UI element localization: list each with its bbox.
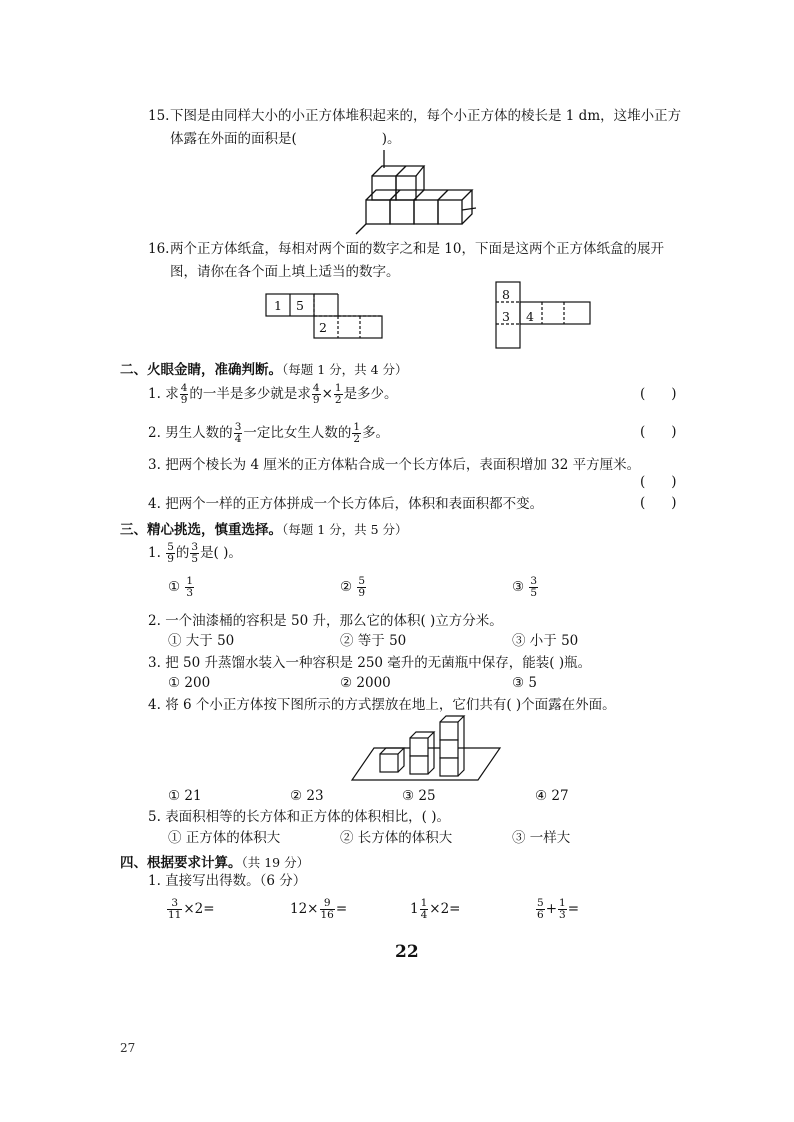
q16-net1-label-a: 1 xyxy=(274,298,282,313)
calc-expression-4 xyxy=(535,898,579,921)
sec3-q1-end: 是( )。 xyxy=(200,545,242,561)
fraction xyxy=(234,422,243,445)
fraction xyxy=(312,383,321,406)
sec3-q2-text: 一个油漆桶的容积是 50 升，那么它的体积( )立方分米。 xyxy=(165,613,503,629)
answer-paren[interactable]: () xyxy=(640,386,703,402)
sec3-q2-option-a[interactable]: ① 大于 50 xyxy=(168,633,235,649)
denominator: 9 xyxy=(180,394,188,406)
sec3-q3-option-b[interactable]: ② 2000 xyxy=(340,675,391,691)
denominator: 4 xyxy=(234,433,242,445)
sec3-q4-option-a[interactable]: ① 21 xyxy=(168,788,202,804)
sec2-item2-text-a: 男生人数的 xyxy=(165,425,233,441)
sec2-item1 xyxy=(148,383,398,406)
denominator: 9 xyxy=(312,394,320,406)
expr-head: 1 xyxy=(410,901,419,917)
expr-tail: ×2= xyxy=(429,901,461,917)
fraction xyxy=(320,898,335,921)
q15-line2-text: 体露在外面的面积是( xyxy=(170,131,297,147)
section3-note: （每题 1 分，共 5 分） xyxy=(282,522,408,537)
fraction xyxy=(180,383,189,406)
sec3-q4-option-b[interactable]: ② 23 xyxy=(290,788,324,804)
section2-note: （每题 1 分，共 4 分） xyxy=(282,362,408,377)
fraction xyxy=(352,422,361,445)
fraction xyxy=(536,898,545,921)
denominator: 16 xyxy=(320,909,334,921)
fraction xyxy=(167,898,182,921)
numerator: 1 xyxy=(353,421,361,433)
sec2-item2 xyxy=(148,422,389,445)
sec2-item4-text: 把两个一样的正方体拼成一个长方体后，体积和表面积都不变。 xyxy=(165,496,544,512)
q15-number: 15. xyxy=(148,108,170,124)
sec3-q5-option-a[interactable]: ① 正方体的体积大 xyxy=(168,830,281,846)
numerator: 5 xyxy=(167,541,174,553)
sec3-q2-option-c[interactable]: ③ 小于 50 xyxy=(512,633,579,649)
footer-number: 27 xyxy=(120,1041,136,1055)
denominator: 5 xyxy=(530,587,538,599)
sec2-item3-text: 把两个棱长为 4 厘米的正方体粘合成一个长方体后，表面积增加 32 平方厘米。 xyxy=(165,457,641,473)
q16-net2-label-a: 8 xyxy=(502,287,510,302)
fraction xyxy=(558,898,567,921)
denominator: 3 xyxy=(559,909,566,921)
sec3-q4-cube-figure xyxy=(352,718,502,784)
section4-note: （共 19 分） xyxy=(241,855,310,870)
denominator: 2 xyxy=(334,394,342,406)
fraction xyxy=(190,542,199,565)
sec3-q5-option-b[interactable]: ② 长方体的体积大 xyxy=(340,830,453,846)
numerator: 3 xyxy=(167,898,182,910)
sec2-item2-text-c: 多。 xyxy=(362,425,390,441)
expr-head: 12× xyxy=(290,901,319,917)
fraction xyxy=(185,576,194,599)
sec3-q3-option-a[interactable]: ① 200 xyxy=(168,675,211,691)
numerator: 5 xyxy=(537,897,544,909)
answer-paren[interactable]: () xyxy=(640,424,703,440)
sec2-item1-text-b: 的一半是多少就是求 xyxy=(189,386,311,402)
numerator: 5 xyxy=(358,575,366,587)
denominator: 5 xyxy=(191,553,199,565)
sec3-q1-option-a[interactable] xyxy=(168,576,195,599)
sec2-item4-num: 4. xyxy=(148,496,161,512)
fraction xyxy=(334,383,343,406)
sec3-q2-option-b[interactable]: ② 等于 50 xyxy=(340,633,407,649)
numerator: 3 xyxy=(191,541,199,553)
section2-title xyxy=(120,358,408,378)
numerator: 3 xyxy=(234,421,242,433)
fraction xyxy=(166,542,175,565)
section2-heading: 二、火眼金睛，准确判断。 xyxy=(120,362,282,378)
sec3-q2-num: 2. xyxy=(148,613,161,629)
denominator: 9 xyxy=(167,553,174,565)
numerator: 4 xyxy=(312,382,320,394)
option-mark: ③ xyxy=(512,579,525,595)
expr-tail: = xyxy=(335,901,348,917)
sec4-subheading: 1. 直接写出得数。（6 分） xyxy=(148,873,307,889)
calc-expression-1 xyxy=(166,898,215,921)
section4-heading: 四、根据要求计算。 xyxy=(120,855,242,871)
sec2-item1-num: 1. xyxy=(148,386,161,402)
sec2-item1-text-d: 是多少。 xyxy=(343,386,398,402)
denominator: 9 xyxy=(358,587,366,599)
sec3-q1-option-c[interactable] xyxy=(512,576,539,599)
sec3-q4-text: 将 6 个小正方体按下图所示的方式摆放在地上，它们共有( )个面露在外面。 xyxy=(165,697,616,713)
q16-line2: 图，请你在各个面上填上适当的数字。 xyxy=(170,264,400,280)
fraction xyxy=(420,898,429,921)
sec2-item4 xyxy=(148,495,543,513)
numerator: 1 xyxy=(186,575,194,587)
sec3-q5-num: 5. xyxy=(148,809,161,825)
q15-line1: 下图是由同样大小的小正方体堆积起来的，每个小正方体的棱长是 1 dm，这堆小正方 xyxy=(170,108,682,124)
sec2-item2-num: 2. xyxy=(148,425,161,441)
numerator: 4 xyxy=(180,382,188,394)
plus-sign: + xyxy=(545,901,557,917)
sec3-q2 xyxy=(148,612,503,630)
sec3-q3-option-c[interactable]: ③ 5 xyxy=(512,675,537,691)
denominator: 6 xyxy=(537,909,544,921)
q15-line2 xyxy=(170,130,401,148)
sec3-q1 xyxy=(148,542,242,565)
sec3-q3 xyxy=(148,654,591,672)
denominator: 3 xyxy=(186,587,194,599)
denominator: 4 xyxy=(420,909,428,921)
fraction xyxy=(357,576,366,599)
answer-paren[interactable]: () xyxy=(640,474,703,490)
q16-number: 16. xyxy=(148,241,170,257)
sec3-q1-num: 1. xyxy=(148,545,161,561)
calc-expression-2 xyxy=(290,898,347,921)
sec3-q4-num: 4. xyxy=(148,697,161,713)
section3-heading: 三、精心挑选，慎重选择。 xyxy=(120,522,282,538)
sec3-q5-option-c[interactable]: ③ 一样大 xyxy=(512,830,571,846)
denominator: 2 xyxy=(353,433,361,445)
numerator: 9 xyxy=(320,898,335,910)
times-sign: × xyxy=(321,386,333,402)
q16-net2-label-c: 4 xyxy=(526,309,534,324)
sec3-q3-text: 把 50 升蒸馏水装入一种容积是 250 毫升的无菌瓶中保存，能装( )瓶。 xyxy=(165,655,592,671)
sec3-q1-mid: 的 xyxy=(175,545,190,561)
sec3-q5-text: 表面积相等的长方体和正方体的体积相比，( )。 xyxy=(165,809,451,825)
numerator: 3 xyxy=(530,575,538,587)
expr-tail: = xyxy=(567,901,579,917)
expr-tail: ×2= xyxy=(183,901,215,917)
option-mark: ① xyxy=(168,579,181,595)
q16-net1-label-c: 2 xyxy=(319,320,327,335)
option-mark: ② xyxy=(340,579,353,595)
numerator: 1 xyxy=(334,382,342,394)
q15-line2-end: )。 xyxy=(381,131,401,147)
section4-title xyxy=(120,851,309,871)
sec3-q4-option-d[interactable]: ④ 27 xyxy=(535,788,569,804)
sec2-item3 xyxy=(148,456,640,474)
numerator: 1 xyxy=(559,897,566,909)
q16-net1-label-b: 5 xyxy=(296,298,304,313)
sec2-item3-num: 3. xyxy=(148,457,161,473)
numerator: 1 xyxy=(420,897,428,909)
page-number: 22 xyxy=(395,942,419,962)
calc-expression-3 xyxy=(410,898,461,921)
q16-net2-label-b: 3 xyxy=(502,309,510,324)
fraction xyxy=(529,576,538,599)
sec3-q5 xyxy=(148,808,450,826)
sec3-q1-option-b[interactable] xyxy=(340,576,367,599)
q15-cube-stack-figure xyxy=(350,150,480,235)
sec3-q3-num: 3. xyxy=(148,655,161,671)
answer-paren[interactable]: () xyxy=(640,495,703,511)
section3-title xyxy=(120,518,408,538)
denominator: 11 xyxy=(168,909,182,921)
sec3-q4-option-c[interactable]: ③ 25 xyxy=(402,788,436,804)
q16-line1: 两个正方体纸盒，每相对两个面的数字之和是 10，下面是这两个正方体纸盒的展开 xyxy=(170,241,664,257)
sec3-q4 xyxy=(148,696,616,714)
sec2-item2-text-b: 一定比女生人数的 xyxy=(243,425,352,441)
sec2-item1-text-a: 求 xyxy=(165,386,179,402)
